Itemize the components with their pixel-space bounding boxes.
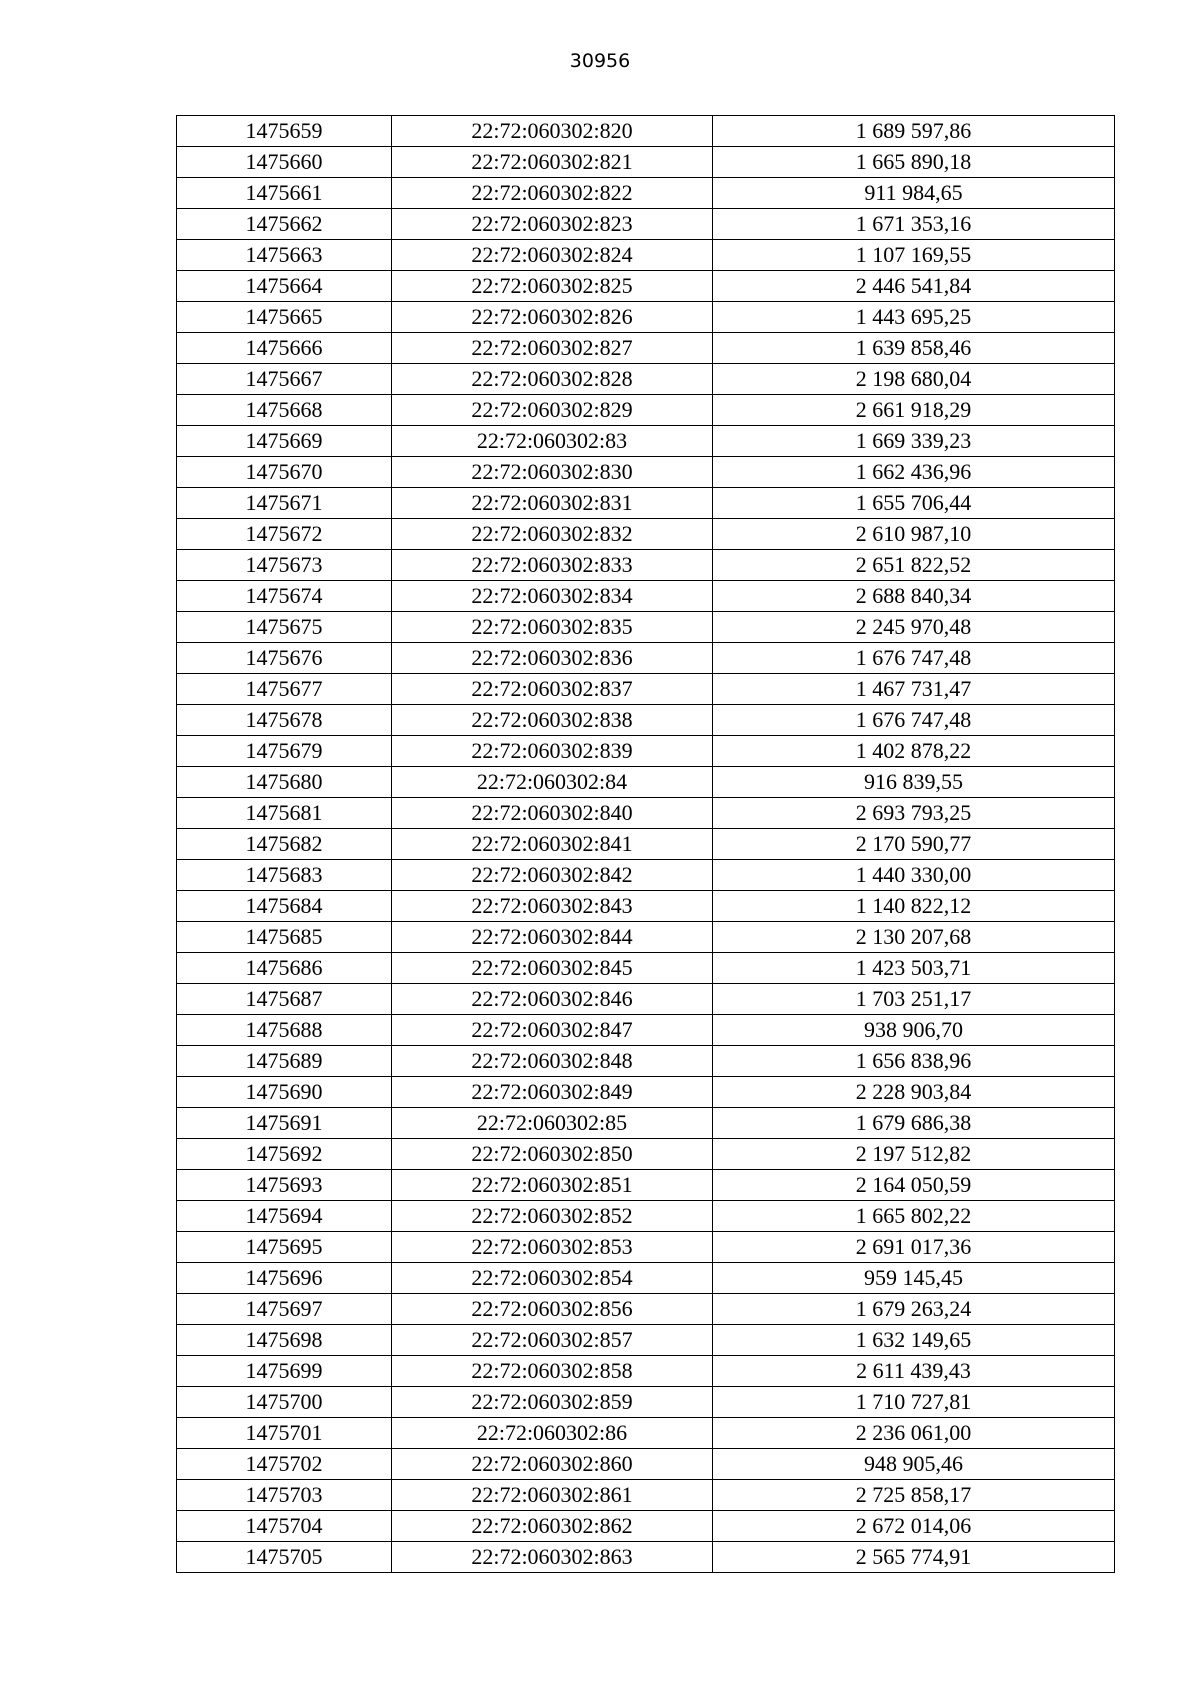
table-row [177, 395, 1115, 426]
table-row [177, 581, 1115, 612]
cadastral-value-cell: 1 440 330,00 [713, 860, 1115, 891]
cadastral-value-cell: 1 689 597,86 [713, 116, 1115, 147]
row-number-cell: 1475663 [177, 240, 392, 271]
cadastral-number-cell: 22:72:060302:820 [392, 116, 713, 147]
cadastral-number-cell: 22:72:060302:821 [392, 147, 713, 178]
table-row [177, 1108, 1115, 1139]
cadastral-value-cell: 959 145,45 [713, 1263, 1115, 1294]
cadastral-number-cell: 22:72:060302:833 [392, 550, 713, 581]
row-number-cell: 1475659 [177, 116, 392, 147]
cadastral-number-cell: 22:72:060302:85 [392, 1108, 713, 1139]
cadastral-value-cell: 1 443 695,25 [713, 302, 1115, 333]
cadastral-value-cell: 938 906,70 [713, 1015, 1115, 1046]
table-row [177, 1139, 1115, 1170]
row-number-cell: 1475686 [177, 953, 392, 984]
cadastral-number-cell: 22:72:060302:825 [392, 271, 713, 302]
cadastral-value-cell: 2 130 207,68 [713, 922, 1115, 953]
cadastral-number-cell: 22:72:060302:839 [392, 736, 713, 767]
cadastral-number-cell: 22:72:060302:84 [392, 767, 713, 798]
table-row [177, 674, 1115, 705]
cadastral-value-cell: 1 656 838,96 [713, 1046, 1115, 1077]
table-row [177, 240, 1115, 271]
cadastral-value-cell: 2 245 970,48 [713, 612, 1115, 643]
row-number-cell: 1475697 [177, 1294, 392, 1325]
cadastral-number-cell: 22:72:060302:846 [392, 984, 713, 1015]
row-number-cell: 1475668 [177, 395, 392, 426]
cadastral-number-cell: 22:72:060302:843 [392, 891, 713, 922]
cadastral-value-cell: 1 662 436,96 [713, 457, 1115, 488]
table-row [177, 1511, 1115, 1542]
table-row [177, 364, 1115, 395]
row-number-cell: 1475690 [177, 1077, 392, 1108]
table-row [177, 767, 1115, 798]
cadastral-number-cell: 22:72:060302:834 [392, 581, 713, 612]
table-row [177, 1418, 1115, 1449]
cadastral-number-cell: 22:72:060302:831 [392, 488, 713, 519]
row-number-cell: 1475689 [177, 1046, 392, 1077]
cadastral-value-cell: 948 905,46 [713, 1449, 1115, 1480]
cadastral-number-cell: 22:72:060302:847 [392, 1015, 713, 1046]
cadastral-value-cell: 2 688 840,34 [713, 581, 1115, 612]
row-number-cell: 1475691 [177, 1108, 392, 1139]
table-row [177, 736, 1115, 767]
row-number-cell: 1475661 [177, 178, 392, 209]
cadastral-number-cell: 22:72:060302:835 [392, 612, 713, 643]
cadastral-number-cell: 22:72:060302:86 [392, 1418, 713, 1449]
table-row [177, 178, 1115, 209]
table-row [177, 643, 1115, 674]
cadastral-value-cell: 911 984,65 [713, 178, 1115, 209]
row-number-cell: 1475692 [177, 1139, 392, 1170]
row-number-cell: 1475700 [177, 1387, 392, 1418]
page-number: 30956 [569, 50, 631, 72]
table-body [177, 116, 1115, 1573]
row-number-cell: 1475671 [177, 488, 392, 519]
cadastral-number-cell: 22:72:060302:861 [392, 1480, 713, 1511]
cadastral-number-cell: 22:72:060302:863 [392, 1542, 713, 1573]
row-number-cell: 1475681 [177, 798, 392, 829]
cadastral-number-cell: 22:72:060302:862 [392, 1511, 713, 1542]
table-row [177, 1232, 1115, 1263]
cadastral-value-cell: 2 651 822,52 [713, 550, 1115, 581]
table-row [177, 209, 1115, 240]
row-number-cell: 1475701 [177, 1418, 392, 1449]
row-number-cell: 1475694 [177, 1201, 392, 1232]
row-number-cell: 1475676 [177, 643, 392, 674]
cadastral-number-cell: 22:72:060302:836 [392, 643, 713, 674]
cadastral-number-cell: 22:72:060302:83 [392, 426, 713, 457]
row-number-cell: 1475673 [177, 550, 392, 581]
row-number-cell: 1475704 [177, 1511, 392, 1542]
row-number-cell: 1475685 [177, 922, 392, 953]
table-row [177, 550, 1115, 581]
row-number-cell: 1475675 [177, 612, 392, 643]
table-row [177, 891, 1115, 922]
table-row [177, 860, 1115, 891]
cadastral-value-cell: 2 661 918,29 [713, 395, 1115, 426]
row-number-cell: 1475667 [177, 364, 392, 395]
cadastral-number-cell: 22:72:060302:845 [392, 953, 713, 984]
cadastral-number-cell: 22:72:060302:828 [392, 364, 713, 395]
cadastral-number-cell: 22:72:060302:823 [392, 209, 713, 240]
cadastral-value-table [176, 115, 1115, 1573]
table-row [177, 612, 1115, 643]
row-number-cell: 1475677 [177, 674, 392, 705]
row-number-cell: 1475672 [177, 519, 392, 550]
table-row [177, 457, 1115, 488]
cadastral-value-cell: 1 676 747,48 [713, 705, 1115, 736]
cadastral-value-cell: 2 691 017,36 [713, 1232, 1115, 1263]
row-number-cell: 1475702 [177, 1449, 392, 1480]
row-number-cell: 1475682 [177, 829, 392, 860]
row-number-cell: 1475679 [177, 736, 392, 767]
cadastral-number-cell: 22:72:060302:849 [392, 1077, 713, 1108]
cadastral-number-cell: 22:72:060302:858 [392, 1356, 713, 1387]
row-number-cell: 1475664 [177, 271, 392, 302]
cadastral-number-cell: 22:72:060302:822 [392, 178, 713, 209]
table-row [177, 1077, 1115, 1108]
cadastral-value-cell: 1 107 169,55 [713, 240, 1115, 271]
table-row [177, 1294, 1115, 1325]
cadastral-number-cell: 22:72:060302:838 [392, 705, 713, 736]
cadastral-number-cell: 22:72:060302:826 [392, 302, 713, 333]
cadastral-value-cell: 2 611 439,43 [713, 1356, 1115, 1387]
cadastral-value-cell: 1 710 727,81 [713, 1387, 1115, 1418]
cadastral-number-cell: 22:72:060302:830 [392, 457, 713, 488]
table-row [177, 333, 1115, 364]
cadastral-value-cell: 1 676 747,48 [713, 643, 1115, 674]
cadastral-number-cell: 22:72:060302:851 [392, 1170, 713, 1201]
table-row [177, 302, 1115, 333]
row-number-cell: 1475660 [177, 147, 392, 178]
cadastral-value-cell: 2 446 541,84 [713, 271, 1115, 302]
table-row [177, 488, 1115, 519]
table-row [177, 271, 1115, 302]
row-number-cell: 1475683 [177, 860, 392, 891]
table-row [177, 1170, 1115, 1201]
cadastral-number-cell: 22:72:060302:827 [392, 333, 713, 364]
cadastral-value-cell: 2 236 061,00 [713, 1418, 1115, 1449]
cadastral-number-cell: 22:72:060302:859 [392, 1387, 713, 1418]
row-number-cell: 1475662 [177, 209, 392, 240]
row-number-cell: 1475699 [177, 1356, 392, 1387]
table-row [177, 147, 1115, 178]
table-row [177, 1542, 1115, 1573]
cadastral-value-cell: 2 725 858,17 [713, 1480, 1115, 1511]
cadastral-value-cell: 2 197 512,82 [713, 1139, 1115, 1170]
table-row [177, 829, 1115, 860]
table-row [177, 426, 1115, 457]
cadastral-number-cell: 22:72:060302:856 [392, 1294, 713, 1325]
cadastral-value-cell: 2 164 050,59 [713, 1170, 1115, 1201]
cadastral-number-cell: 22:72:060302:837 [392, 674, 713, 705]
cadastral-value-cell: 1 665 802,22 [713, 1201, 1115, 1232]
table-row [177, 1480, 1115, 1511]
cadastral-number-cell: 22:72:060302:844 [392, 922, 713, 953]
table-row [177, 1046, 1115, 1077]
cadastral-number-cell: 22:72:060302:824 [392, 240, 713, 271]
cadastral-value-cell: 1 140 822,12 [713, 891, 1115, 922]
cadastral-value-cell: 2 693 793,25 [713, 798, 1115, 829]
cadastral-value-cell: 1 679 686,38 [713, 1108, 1115, 1139]
cadastral-value-cell: 2 565 774,91 [713, 1542, 1115, 1573]
table-row [177, 1387, 1115, 1418]
table-row [177, 1015, 1115, 1046]
row-number-cell: 1475688 [177, 1015, 392, 1046]
row-number-cell: 1475665 [177, 302, 392, 333]
table-row [177, 116, 1115, 147]
cadastral-value-cell: 2 170 590,77 [713, 829, 1115, 860]
row-number-cell: 1475674 [177, 581, 392, 612]
row-number-cell: 1475680 [177, 767, 392, 798]
row-number-cell: 1475693 [177, 1170, 392, 1201]
cadastral-value-cell: 1 671 353,16 [713, 209, 1115, 240]
cadastral-number-cell: 22:72:060302:842 [392, 860, 713, 891]
cadastral-number-cell: 22:72:060302:832 [392, 519, 713, 550]
table-row [177, 519, 1115, 550]
table-row [177, 953, 1115, 984]
row-number-cell: 1475678 [177, 705, 392, 736]
cadastral-number-cell: 22:72:060302:854 [392, 1263, 713, 1294]
cadastral-number-cell: 22:72:060302:860 [392, 1449, 713, 1480]
table-row [177, 1449, 1115, 1480]
cadastral-value-cell: 1 655 706,44 [713, 488, 1115, 519]
row-number-cell: 1475684 [177, 891, 392, 922]
table-row [177, 1356, 1115, 1387]
cadastral-value-cell: 2 228 903,84 [713, 1077, 1115, 1108]
cadastral-value-cell: 1 639 858,46 [713, 333, 1115, 364]
cadastral-value-cell: 1 402 878,22 [713, 736, 1115, 767]
table-row [177, 1325, 1115, 1356]
table-row [177, 705, 1115, 736]
cadastral-value-cell: 1 679 263,24 [713, 1294, 1115, 1325]
cadastral-value-cell: 1 703 251,17 [713, 984, 1115, 1015]
cadastral-number-cell: 22:72:060302:829 [392, 395, 713, 426]
cadastral-number-cell: 22:72:060302:850 [392, 1139, 713, 1170]
row-number-cell: 1475666 [177, 333, 392, 364]
cadastral-number-cell: 22:72:060302:857 [392, 1325, 713, 1356]
row-number-cell: 1475698 [177, 1325, 392, 1356]
cadastral-value-cell: 2 672 014,06 [713, 1511, 1115, 1542]
row-number-cell: 1475703 [177, 1480, 392, 1511]
cadastral-value-cell: 2 610 987,10 [713, 519, 1115, 550]
cadastral-value-cell: 1 669 339,23 [713, 426, 1115, 457]
cadastral-value-cell: 2 198 680,04 [713, 364, 1115, 395]
cadastral-value-cell: 1 632 149,65 [713, 1325, 1115, 1356]
table-row [177, 1263, 1115, 1294]
row-number-cell: 1475669 [177, 426, 392, 457]
table-row [177, 798, 1115, 829]
table-row [177, 984, 1115, 1015]
row-number-cell: 1475670 [177, 457, 392, 488]
cadastral-value-cell: 916 839,55 [713, 767, 1115, 798]
cadastral-number-cell: 22:72:060302:848 [392, 1046, 713, 1077]
cadastral-value-cell: 1 665 890,18 [713, 147, 1115, 178]
table-row [177, 1201, 1115, 1232]
cadastral-value-cell: 1 467 731,47 [713, 674, 1115, 705]
row-number-cell: 1475687 [177, 984, 392, 1015]
cadastral-number-cell: 22:72:060302:841 [392, 829, 713, 860]
row-number-cell: 1475705 [177, 1542, 392, 1573]
cadastral-value-cell: 1 423 503,71 [713, 953, 1115, 984]
row-number-cell: 1475695 [177, 1232, 392, 1263]
cadastral-number-cell: 22:72:060302:840 [392, 798, 713, 829]
row-number-cell: 1475696 [177, 1263, 392, 1294]
cadastral-number-cell: 22:72:060302:853 [392, 1232, 713, 1263]
cadastral-number-cell: 22:72:060302:852 [392, 1201, 713, 1232]
table-row [177, 922, 1115, 953]
